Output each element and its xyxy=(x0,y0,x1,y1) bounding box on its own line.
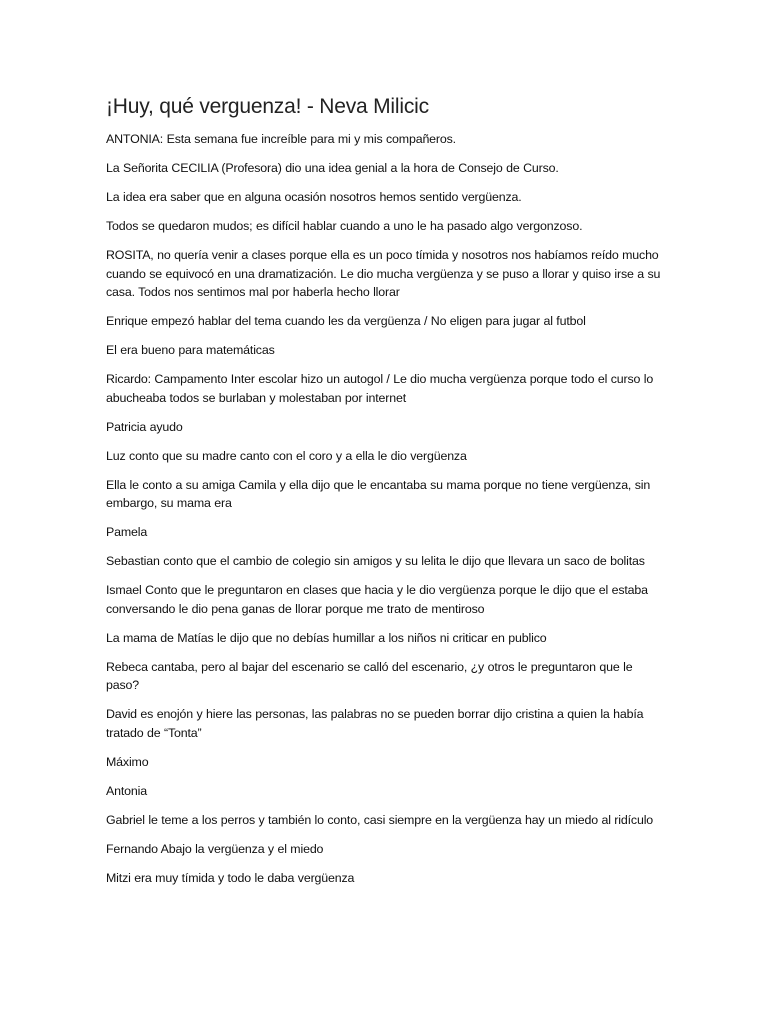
paragraph-antonia-intro: ANTONIA: Esta semana fue increíble para mi y mis compañeros. xyxy=(106,132,456,146)
document-body xyxy=(106,94,666,898)
paragraph-pamela: Pamela xyxy=(106,525,148,539)
paragraph-mudos: Todos se quedaron mudos; es difícil hablar cuando a uno le ha pasado algo vergonzoso. xyxy=(106,219,583,233)
paragraph-matias: La mama de Matías le dijo que no debías humillar a los niños ni criticar en publico xyxy=(106,630,547,645)
paragraph-camila: Ella le conto a su amiga Camila y ella dijo que le encantaba su mama porque no tiene vergüenza, sin embargo, su mama era xyxy=(106,477,651,510)
document-title: ¡Huy, qué verguenza! - Neva Milicic xyxy=(106,95,429,118)
paragraph-antonia: Antonia xyxy=(106,783,147,798)
paragraph-sebastian: Sebastian conto que el cambio de colegio sin amigos y su lelita le dijo que llevara un saco de bolitas xyxy=(106,554,645,568)
paragraph-patricia: Patricia ayudo xyxy=(106,419,183,434)
paragraph-mitzi: Mitzi era muy tímida y todo le daba vergüenza xyxy=(106,870,355,885)
paragraph-idea: La idea era saber que en alguna ocasión nosotros hemos sentido vergüenza. xyxy=(106,190,522,204)
paragraph-ismael: Ismael Conto que le preguntaron en clases que hacia y le dio vergüenza porque le dijo que el estaba conversando le dio pena ganas de llorar porque me trato de mentiroso xyxy=(106,583,648,616)
paragraph-fernando: Fernando Abajo la vergüenza y el miedo xyxy=(106,841,324,856)
paragraph-rosita: ROSITA, no quería venir a clases porque ella es un poco tímida y nosotros nos habíamos reído mucho cuando se equivocó en una dramatización. Le dio mucha vergüenza y se puso a llorar y quiso irse a su casa. Todos nos sentimos mal por haberla hecho llorar xyxy=(106,248,661,299)
paragraph-enrique: Enrique empezó hablar del tema cuando les da vergüenza / No eligen para jugar al futbol xyxy=(106,314,586,328)
paragraph-ricardo: Ricardo: Campamento Inter escolar hizo un autogol / Le dio mucha vergüenza porque todo el curso lo abucheaba todos se burlaban y molestaban por internet xyxy=(106,372,654,405)
paragraph-cecilia: La Señorita CECILIA (Profesora) dio una idea genial a la hora de Consejo de Curso. xyxy=(106,161,559,175)
paragraph-david: David es enojón y hiere las personas, las palabras no se pueden borrar dijo cristina a quien la había tratado de “Tonta” xyxy=(106,707,644,740)
paragraph-maximo: Máximo xyxy=(106,754,149,769)
paragraph-rebeca: Rebeca cantaba, pero al bajar del escenario se calló del escenario, ¿y otros le preguntaron que le paso? xyxy=(106,659,633,692)
paragraph-matematicas: El era bueno para matemáticas xyxy=(106,343,275,357)
paragraph-gabriel: Gabriel le teme a los perros y también lo conto, casi siempre en la vergüenza hay un miedo al ridículo xyxy=(106,812,654,827)
paragraph-luz: Luz conto que su madre canto con el coro y a ella le dio vergüenza xyxy=(106,448,467,463)
